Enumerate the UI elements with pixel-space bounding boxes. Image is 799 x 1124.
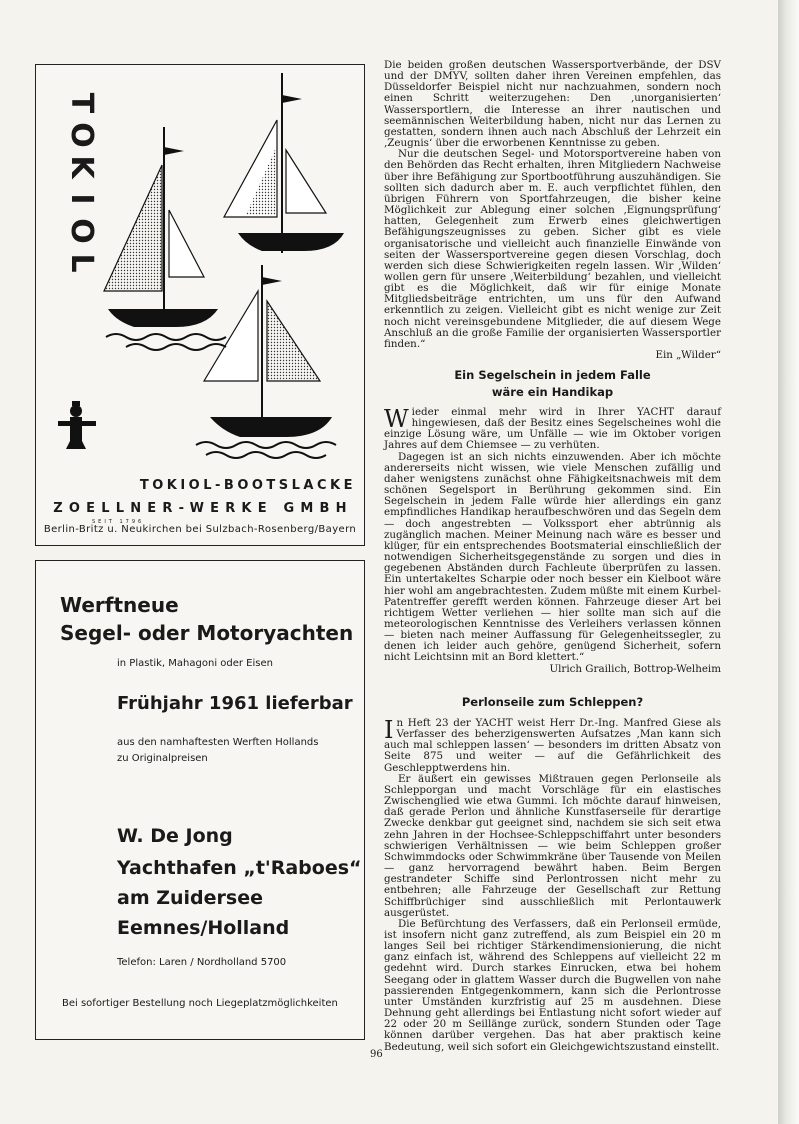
company-name: ZOELLNER-WERKE GMBH (53, 501, 353, 516)
page-number: 96 (370, 1049, 383, 1060)
dealer-phone: Telefon: Laren / Nordholland 5700 (117, 957, 287, 968)
article-segelschein (384, 407, 721, 675)
dejong-advertisement (35, 560, 365, 1040)
dealer-name: W. De Jong (117, 825, 233, 847)
company-address: Berlin-Britz u. Neukirchen bei Sulzbach-Rosenberg/Bayern (43, 524, 357, 535)
paragraph: Er äußert ein gewisses Mißtrauen gegen Perlonseile als Schlepporgan und macht Vorschläge für ein elastisches Zwischenglied wie etwa Gummi. Ich möchte darauf hinweisen, daß gerade Perlon und ähnliche Kunstfaserseile für derartige Zwecke denkbar gut geeignet sind, nachdem sie sich seit etwa zehn Jahren in der Hochsee-Schleppschiffahrt unter besonders schwierigen Verhältnissen — wie beim Schleppen großer Schwimmdocks oder Schwimmkräne über Tausende von Meilen — ganz hervorragend bewährt haben. Beim Bergen gestrandeter Schiffe sind Perlontrossen nicht mehr zu entbehren; alle Fahrzeuge der Gesellschaft zur Rettung Schiffbrüchiger sind ausschließlich mit Perlontauwerk ausgerüstet. (384, 772, 721, 919)
author-signature: Ulrich Grailich, Bottrop-Welheim (549, 662, 721, 675)
paragraph (384, 718, 721, 774)
sailboat-icon (224, 73, 344, 253)
paragraph-text: n Heft 23 der YACHT weist Herr Dr.-Ing. Manfred Giese als Verfasser des beherzigenswerten Aufsatzes ‚Man kann sich auch mal schleppen lassen‘ — besonders im dritten Absatz von Seite 875 und weiter — auf die Gefährlichkeit des Geschlepptwerdens hin. (384, 717, 721, 774)
tokiol-advertisement (35, 64, 365, 546)
sailor-figure-icon (58, 401, 96, 449)
page-edge (778, 0, 799, 1124)
ad-footer: Bei sofortiger Bestellung noch Liegeplatzmöglichkeiten (62, 998, 338, 1009)
article-heading (384, 367, 721, 401)
tokiol-product-line: TOKIOL-BOOTSLACKE (139, 478, 356, 493)
paragraph-text: ieder einmal mehr wird in Ihrer YACHT darauf hingewiesen, daß der Besitz eines Segelscheines wohl die einzige Lösung wäre, um Unfälle — wie im Oktober vorigen Jahres auf dem Chiemsee — zu verhüten. (384, 406, 721, 452)
ad-headline: Werftneue (60, 593, 179, 617)
dealer-address: am Zuidersee (117, 887, 263, 909)
logo-letter: I (64, 193, 99, 205)
paragraph: Nur die deutschen Segel- und Motorsportvereine haben von den Behörden das Recht erhalten, ihren Mitgliedern Nachweise über ihre Befähigung zur Sportbootführung auszuhändigen. Sie sollten sich dadurch aber m. E. auch verpflichtet fühlen, den übrigen Führern von Sportfahrzeugen, die bisher keine Möglichkeit zur Ablegung einer solchen ‚Eignungsprüfung‘ hatten, Gelegenheit zum Erwerb eines gleichwertigen Befähigungszeugnisses zu geben. Sicher gibt es viele organisatorische und vielleicht auch finanzielle Einwände von seiten der Wassersportvereine gegen diesen Vorschlag, doch werden sich diese Schwierigkeiten regeln lassen. Wir ‚Wilden‘ wollen gern für unsere ‚Weiterbildung‘ bezahlen, und vielleicht gibt es die Möglichkeit, daß wir für einige Monate Mitgliedsbeiträge entrichten, um uns für den Aufwand erkenntlich zu zeigen. Vielleicht gibt es nicht wenige zur Zeit noch nicht vereinsgebundene Mitglieder, die auf diesem Wege Anschluß an die große Familie der organisierten Wassersportler finden.“ (384, 148, 721, 350)
paragraph: Die beiden großen deutschen Wassersportverbände, der DSV und der DMYV, sollten daher ihren Vereinen empfehlen, das Düsseldorfer Beispiel nicht nur nachzuahmen, sondern noch einen Schritt weiterzugehen: Den ‚unorganisierten‘ Wassersportlern, die Interesse an ihrer nautischen und seemännischen Weiterbildung haben, nicht nur das Lernen zu gestatten, sondern ihnen auch nach Abschluß der Lehrzeit ein ‚Zeugnis‘ über die erworbenen Kenntnisse zu geben. (384, 59, 721, 150)
logo-letter: O (64, 218, 99, 244)
article-wilder (384, 60, 721, 361)
ad-subline-text: zu Originalpreisen (117, 753, 208, 764)
ad-subline: in Plastik, Mahagoni oder Eisen (117, 658, 273, 669)
article-perlonseile (384, 718, 721, 1053)
logo-letter: O (64, 122, 99, 148)
ad-subline (117, 735, 318, 767)
ad-headline: Segel- oder Motoryachten (60, 621, 354, 645)
logo-letter: T (64, 92, 99, 114)
sailboat-icon (104, 127, 218, 327)
heading-line: wäre ein Handikap (491, 385, 614, 399)
heading-line: Ein Segelschein in jedem Falle (454, 368, 651, 382)
article-heading: Perlonseile zum Schleppen? (461, 695, 644, 709)
sailboats-illustration (36, 65, 364, 475)
drop-cap: I (384, 716, 394, 744)
ad-availability: Frühjahr 1961 lieferbar (117, 693, 353, 714)
paragraph: Die Befürchtung des Verfassers, daß ein Perlonseil ermüde, ist insofern nicht ganz zutreffend, als zum Beispiel ein 20 m langes Seil bei richtiger Stärkendimensionierung, die nicht ganz einfach ist, während des Schleppens auf vielleicht 22 m gedehnt wird. Durch starkes Einrucken, etwa bei hohem Seegang oder in glattem Wasser durch die Bugwellen von nahe passierenden Entgegenkommern, kann sich die Perlontrosse unter Umständen kurzfristig auf 25 m ausdehnen. Diese Dehnung geht allerdings bei Entlastung nicht sofort wieder auf 22 oder 20 m Seillänge zurück, sondern Stunden oder Tage können darüber vergehen. Das hat aber praktisch keine Bedeutung, weil sich sofort ein Gleichgewichtszustand einstellt. (384, 917, 721, 1053)
sailboat-icon (204, 265, 332, 437)
paragraph (384, 407, 721, 452)
paragraph: Dagegen ist an sich nichts einzuwenden. Aber ich möchte andererseits nicht wissen, wie viele Menschen zufällig und daher wenigstens zunächst ohne Fähigkeitsnachweis mit dem schönen Segelsport in Berührung gekommen sind. Ein Segelschein in jedem Falle würde hier allerdings ein ganz empfindliches Handikap heraufbeschwören und das Segeln dem — doch angestrebten — Volkssport eher abtrünnig als zugänglich machen. Meiner Meinung nach wäre es besser und klüger, für ein entsprechendes Bootsmaterial einschließlich der notwendigen Sicherheitsgegenstände zu sorgen und dies in gegebenen Abständen durch Fachleute überprüfen zu lassen. Ein untertakeltes Scharpie oder noch besser ein Kielboot wäre hier wohl am angebrachtesten. Zudem müßte mit einem Kurbel-Patentreffer gerefft werden können. Fahrzeuge dieser Art bei richtigem Wetter verliehen — hier sollte man sich auf die meteorologischen Kenntnisse des Verleihers verlassen können — bieten nach meiner Auffassung für Gelegenheitssegler, zu denen ich leider auch gehöre, genügend Sicherheit, sofern nicht Leichtsinn mit an Bord klettert.“ (384, 450, 721, 664)
logo-letter: K (64, 155, 99, 179)
dealer-address: Yachthafen „t'Raboes“ (117, 857, 362, 879)
author-signature: Ein „Wilder“ (655, 349, 721, 362)
logo-letter: L (64, 253, 99, 273)
since-year: SEIT 1796 (92, 519, 145, 525)
drop-cap: W (384, 405, 409, 433)
dealer-address: Eemnes/Holland (117, 917, 290, 939)
ad-subline-text: aus den namhaftesten Werften Hollands (117, 737, 319, 748)
